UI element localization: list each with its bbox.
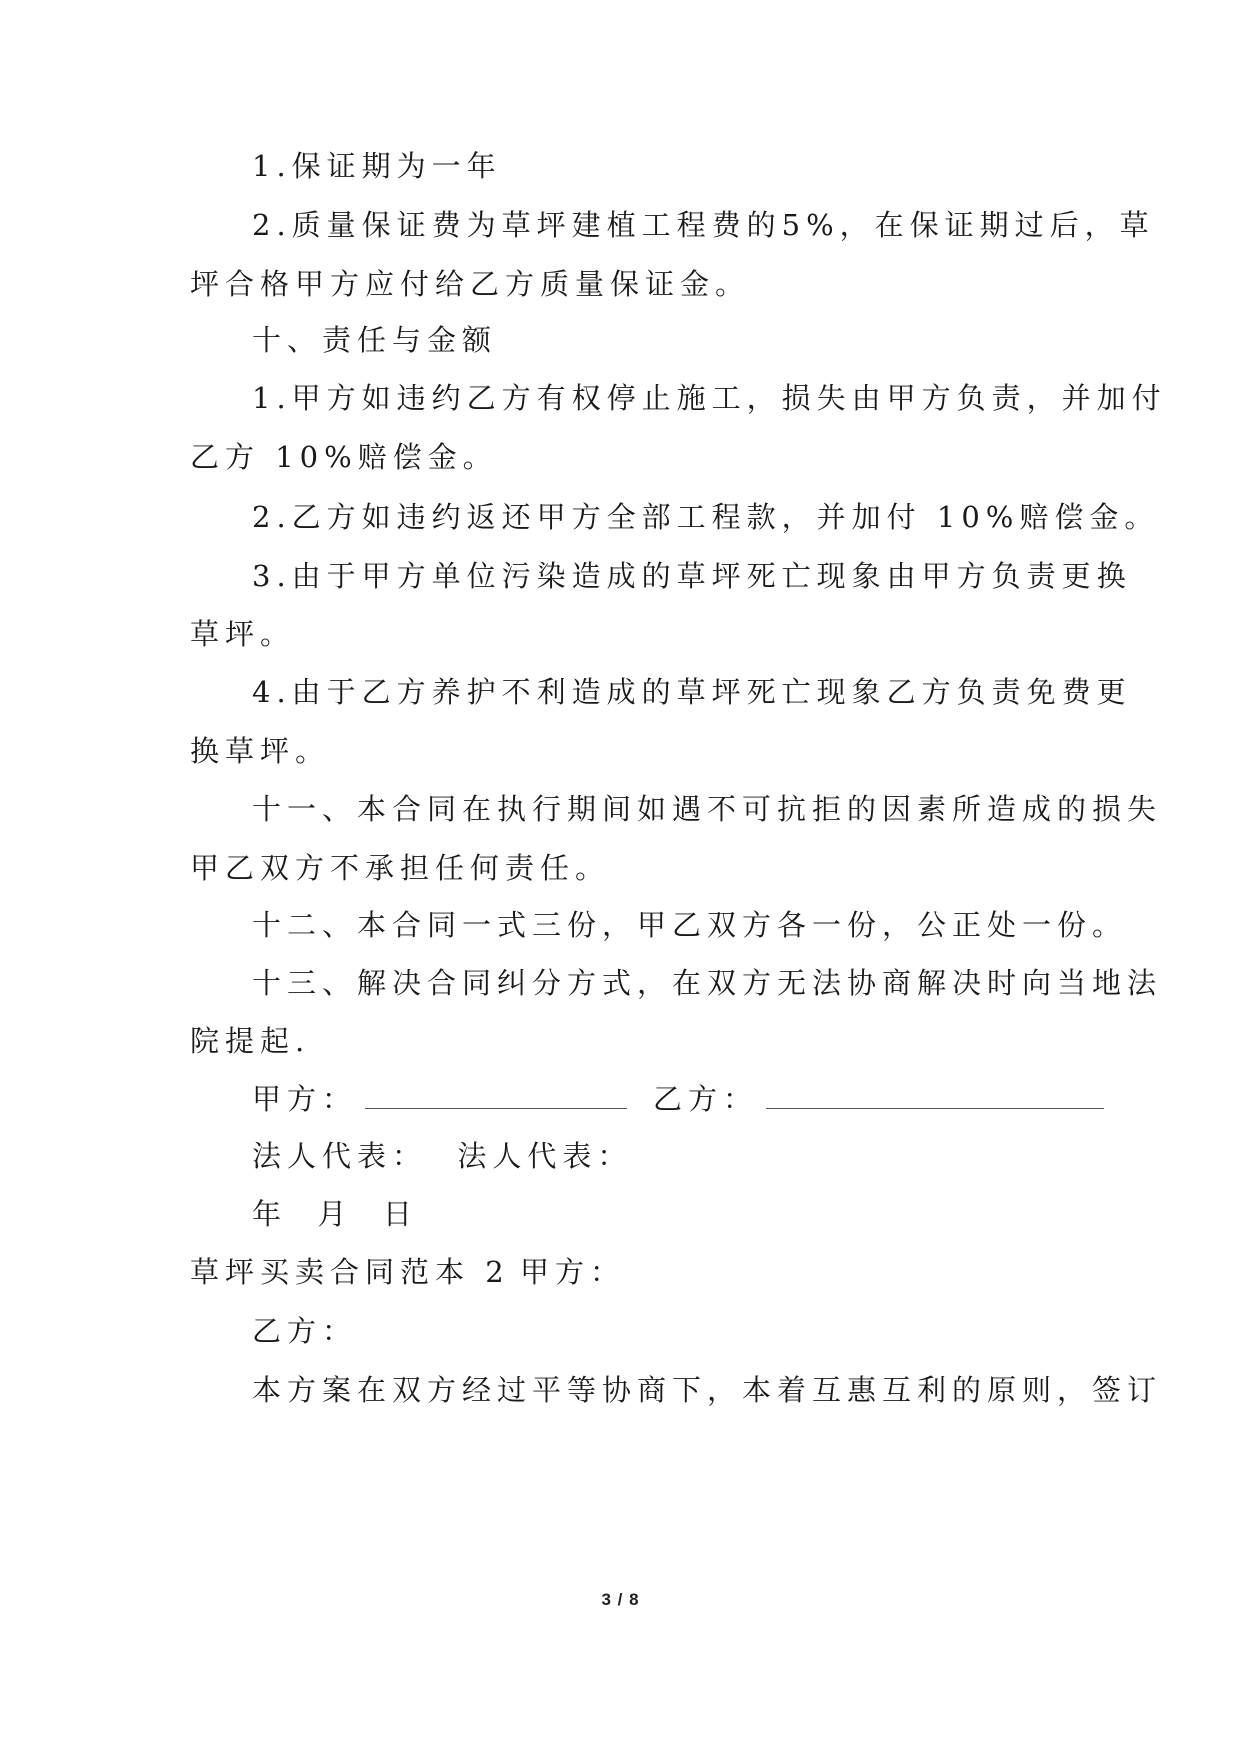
paragraph-warranty-period: 1.保证期为一年 [252, 149, 502, 183]
paragraph-pollution-damage-line1: 3.由于甲方单位污染造成的草坪死亡现象由甲方负责更换 [252, 559, 1132, 593]
paragraph-party-b-breach: 2.乙方如违约返还甲方全部工程款，并加付 10%赔偿金。 [252, 500, 1160, 534]
paragraph-quality-deposit-line1: 2.质量保证费为草坪建植工程费的5%，在保证期过后，草 [252, 208, 1155, 242]
paragraph-maintenance-damage-line1: 4.由于乙方养护不利造成的草坪死亡现象乙方负责免费更 [252, 675, 1132, 709]
paragraph-party-a-breach-line1: 1.甲方如违约乙方有权停止施工，损失由甲方负责，并加付 [252, 381, 1167, 415]
paragraph-pollution-damage-line2: 草坪。 [190, 617, 296, 651]
party-b-signature-blank [766, 1080, 1104, 1109]
sample2-party-a: 甲方： [520, 1255, 626, 1289]
sample2-title: 草坪买卖合同范本 2 [190, 1255, 510, 1289]
section-heading-liability: 十、责任与金额 [252, 323, 498, 357]
paragraph-maintenance-damage-line2: 换草坪。 [190, 734, 331, 768]
paragraph-quality-deposit-line2: 坪合格甲方应付给乙方质量保证金。 [190, 267, 751, 301]
paragraph-copies: 十二、本合同一式三份，甲乙双方各一份，公正处一份。 [252, 908, 1128, 942]
paragraph-party-a-breach-line2: 乙方 10%赔偿金。 [190, 440, 498, 474]
party-a-label: 甲方： [252, 1082, 358, 1116]
sample2-party-b: 乙方： [252, 1314, 358, 1348]
page-number: 3 / 8 [601, 1590, 640, 1609]
date-row: 年 月 日 [252, 1197, 418, 1231]
paragraph-dispute-line2: 院提起. [190, 1024, 311, 1058]
signature-row [252, 1079, 1104, 1119]
paragraph-agreement-intro: 本方案在双方经过平等协商下，本着互惠互利的原则，签订 [252, 1373, 1163, 1407]
party-b-label: 乙方： [653, 1082, 759, 1116]
legal-representative-row: 法人代表： 法人代表： [252, 1139, 633, 1173]
paragraph-force-majeure-line2: 甲乙双方不承担任何责任。 [190, 851, 611, 885]
paragraph-dispute-line1: 十三、解决合同纠分方式，在双方无法协商解决时向当地法 [252, 966, 1163, 1000]
paragraph-force-majeure-line1: 十一、本合同在执行期间如遇不可抗拒的因素所造成的损失 [252, 792, 1163, 826]
party-a-signature-blank [365, 1080, 627, 1109]
